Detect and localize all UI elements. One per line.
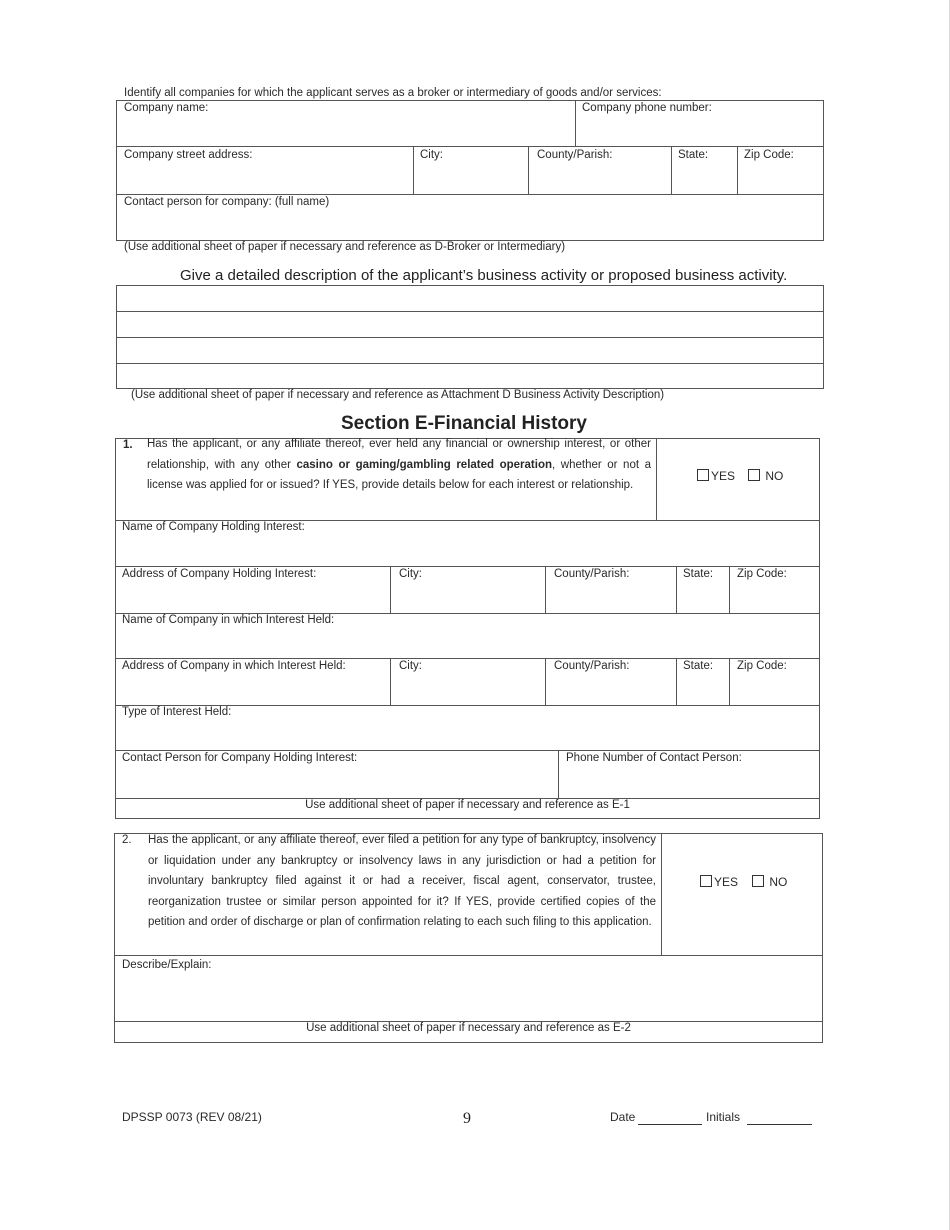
q2-text: Has the applicant, or any affiliate thereof, ever filed a petition for any type of bankruptcy, insolvency or liquidation under any bankruptcy or insolvency laws in any jurisdiction or had a petition for involuntary bankruptcy filed against it or had a receiver, fiscal agent, conservator, trustee, reorganization trustee or similar person appointed for it? If YES, provide certified copies of the petition and order of discharge or plan of confirmation relating to each such filing to this application. [148,834,656,928]
q1-number: 1. [123,439,133,451]
address-held-label: Address of Company in which Interest Held: [122,660,346,672]
q1-city-label: City: [399,568,422,580]
q1-state2-label: State: [683,660,714,672]
q2-note: Use additional sheet of paper if necessary and reference as E-2 [306,1022,631,1034]
city-label: City: [420,149,443,161]
q2-yes-checkbox[interactable] [700,875,712,887]
contact-phone-label: Phone Number of Contact Person: [566,752,742,764]
q1-no-checkbox[interactable] [748,469,760,481]
activity-heading: Give a detailed description of the applicant’s business activity or proposed business activity. [180,267,788,284]
q2-no-option[interactable]: NO [752,875,787,889]
q1-text: Has the applicant, or any affiliate thereof, ever held any financial or ownership interest, or other relationship, with any other casino or gaming/gambling related operation, whether or not a license was applied for or issued? If YES, provide details below for each interest or relationship. [147,438,652,491]
q1-bold-text: casino or gaming/gambling related operation [296,458,553,471]
zip-label: Zip Code: [744,149,794,161]
q2-yes-option[interactable]: YES [700,875,738,889]
initials-label: Initials [706,1110,741,1124]
q1-no-option[interactable]: NO [748,469,783,483]
q1-city2-label: City: [399,660,422,672]
section-title: Section E-Financial History [341,413,587,434]
date-field[interactable] [638,1124,702,1125]
county-label: County/Parish: [537,149,613,161]
address-holding-label: Address of Company Holding Interest: [122,568,317,580]
broker-note: (Use additional sheet of paper if necessary and reference as D-Broker or Intermediary) [124,241,566,253]
q1-yes-option[interactable]: YES [697,469,735,483]
type-interest-label: Type of Interest Held: [122,706,232,718]
initials-field[interactable] [747,1124,812,1125]
describe-label: Describe/Explain: [122,959,212,971]
q1-state-label: State: [683,568,714,580]
q2-number: 2. [122,834,132,846]
q1-zip2-label: Zip Code: [737,660,787,672]
name-holding-label: Name of Company Holding Interest: [122,521,305,533]
activity-note: (Use additional sheet of paper if necessary and reference as Attachment D Business Activity Description) [131,389,665,401]
page-number: 9 [463,1110,471,1127]
form-id: DPSSP 0073 (REV 08/21) [122,1110,262,1124]
q1-county-label: County/Parish: [554,568,630,580]
q2-no-checkbox[interactable] [752,875,764,887]
broker-intro: Identify all companies for which the applicant serves as a broker or intermediary of goods and/or services: [124,87,662,99]
street-label: Company street address: [124,149,253,161]
name-held-label: Name of Company in which Interest Held: [122,614,335,626]
state-label: State: [678,149,709,161]
company-name-label: Company name: [124,102,209,114]
q1-note: Use additional sheet of paper if necessary and reference as E-1 [305,799,630,811]
broker-table [116,100,824,241]
q1-zip-label: Zip Code: [737,568,787,580]
contact-label: Contact person for company: (full name) [124,196,330,208]
q1-yes-checkbox[interactable] [697,469,709,481]
contact-holding-label: Contact Person for Company Holding Interest: [122,752,358,764]
date-label: Date [610,1110,636,1124]
company-phone-label: Company phone number: [582,102,712,114]
q1-county2-label: County/Parish: [554,660,630,672]
